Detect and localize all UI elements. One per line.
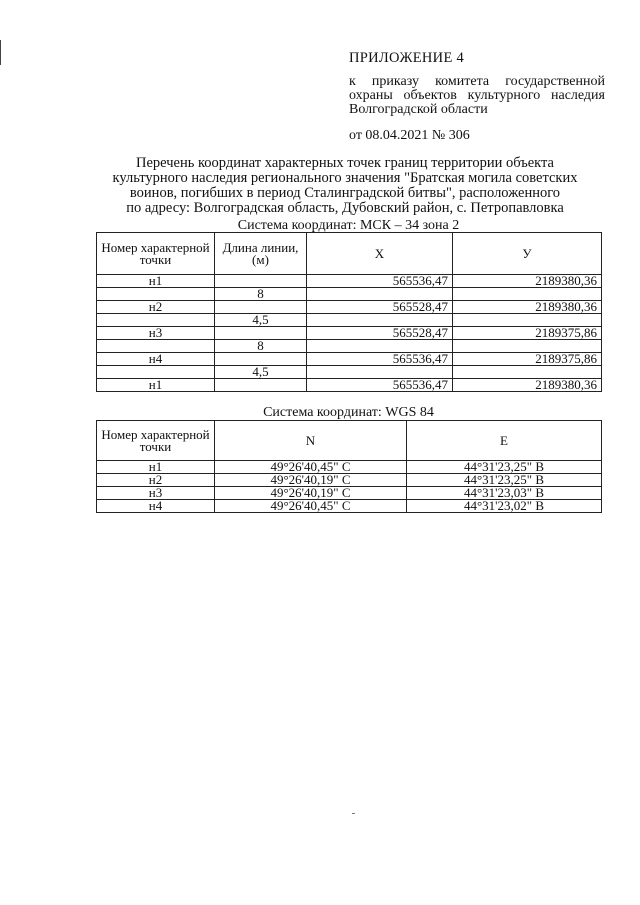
table1-caption: Система координат: МСК – 34 зона 2 (237, 218, 460, 233)
length-cell: 4,5 (215, 366, 307, 379)
y-cell: 2189375,86 (453, 353, 602, 366)
longitude-cell: 44°31'23,25" В (407, 461, 602, 474)
point-cell: н3 (97, 327, 215, 340)
x-cell: 565536,47 (307, 275, 453, 288)
point-cell: н4 (97, 500, 215, 513)
point-cell: н2 (97, 301, 215, 314)
x-cell: 565528,47 (307, 301, 453, 314)
appendix-date: от 08.04.2021 № 306 (349, 128, 470, 143)
table-row (97, 314, 602, 327)
appendix-subtitle-line: охраны объектов культурного наследия (349, 88, 605, 103)
y-cell: 2189380,36 (453, 301, 602, 314)
point-cell: н1 (97, 461, 215, 474)
point-cell: н2 (97, 474, 215, 487)
table2-caption: Система координат: WGS 84 (263, 405, 434, 420)
y-cell: 2189380,36 (453, 275, 602, 288)
point-cell: н4 (97, 353, 215, 366)
table-row (97, 379, 602, 392)
header-point-number: Номер характерной точки (97, 233, 215, 275)
wgs84-coordinates-table (96, 420, 602, 513)
header-e: E (407, 421, 602, 461)
y-cell: 2189375,86 (453, 327, 602, 340)
table-row (97, 288, 602, 301)
longitude-cell: 44°31'23,25" В (407, 474, 602, 487)
heading-line: по адресу: Волгоградская область, Дубовский район, с. Петропавловка (126, 200, 564, 216)
longitude-cell: 44°31'23,03" В (407, 487, 602, 500)
appendix-subtitle-line: к приказу комитета государственной (349, 74, 605, 89)
x-cell: 565528,47 (307, 327, 453, 340)
table-row (97, 340, 602, 353)
table-row (97, 275, 602, 288)
length-cell: 8 (215, 288, 307, 301)
table-row (97, 366, 602, 379)
header-y: У (453, 233, 602, 275)
heading-line: культурного наследия регионального значения "Братская могила советских (112, 170, 578, 186)
table-row (97, 353, 602, 366)
heading-line: воинов, погибших в период Сталинградской битвы", расположенного (129, 185, 561, 201)
appendix-subtitle (349, 75, 605, 117)
latitude-cell: 49°26'40,19" С (215, 487, 407, 500)
header-x: X (307, 233, 453, 275)
header-point-number: Номер характерной точки (97, 421, 215, 461)
table2-header-row (97, 421, 602, 461)
msk-coordinates-table (96, 232, 602, 392)
document-heading (60, 156, 630, 216)
heading-line: Перечень координат характерных точек границ территории объекта (136, 155, 554, 171)
latitude-cell: 49°26'40,45" С (215, 461, 407, 474)
point-cell: н1 (97, 275, 215, 288)
length-cell: 4,5 (215, 314, 307, 327)
longitude-cell: 44°31'23,02" В (407, 500, 602, 513)
y-cell: 2189380,36 (453, 379, 602, 392)
table-row (97, 327, 602, 340)
scan-speck (352, 813, 355, 814)
appendix-subtitle-line: Волгоградской области (349, 102, 488, 117)
header-n: N (215, 421, 407, 461)
x-cell: 565536,47 (307, 353, 453, 366)
x-cell: 565536,47 (307, 379, 453, 392)
header-line-length: Длина линии, (м) (215, 233, 307, 275)
latitude-cell: 49°26'40,45" С (215, 500, 407, 513)
appendix-title: ПРИЛОЖЕНИЕ 4 (349, 50, 465, 66)
point-cell: н3 (97, 487, 215, 500)
latitude-cell: 49°26'40,19" С (215, 474, 407, 487)
table-row (97, 500, 602, 513)
point-cell: н1 (97, 379, 215, 392)
table-row (97, 301, 602, 314)
length-cell: 8 (215, 340, 307, 353)
table1-header-row (97, 233, 602, 275)
scan-margin-mark (0, 40, 1, 65)
